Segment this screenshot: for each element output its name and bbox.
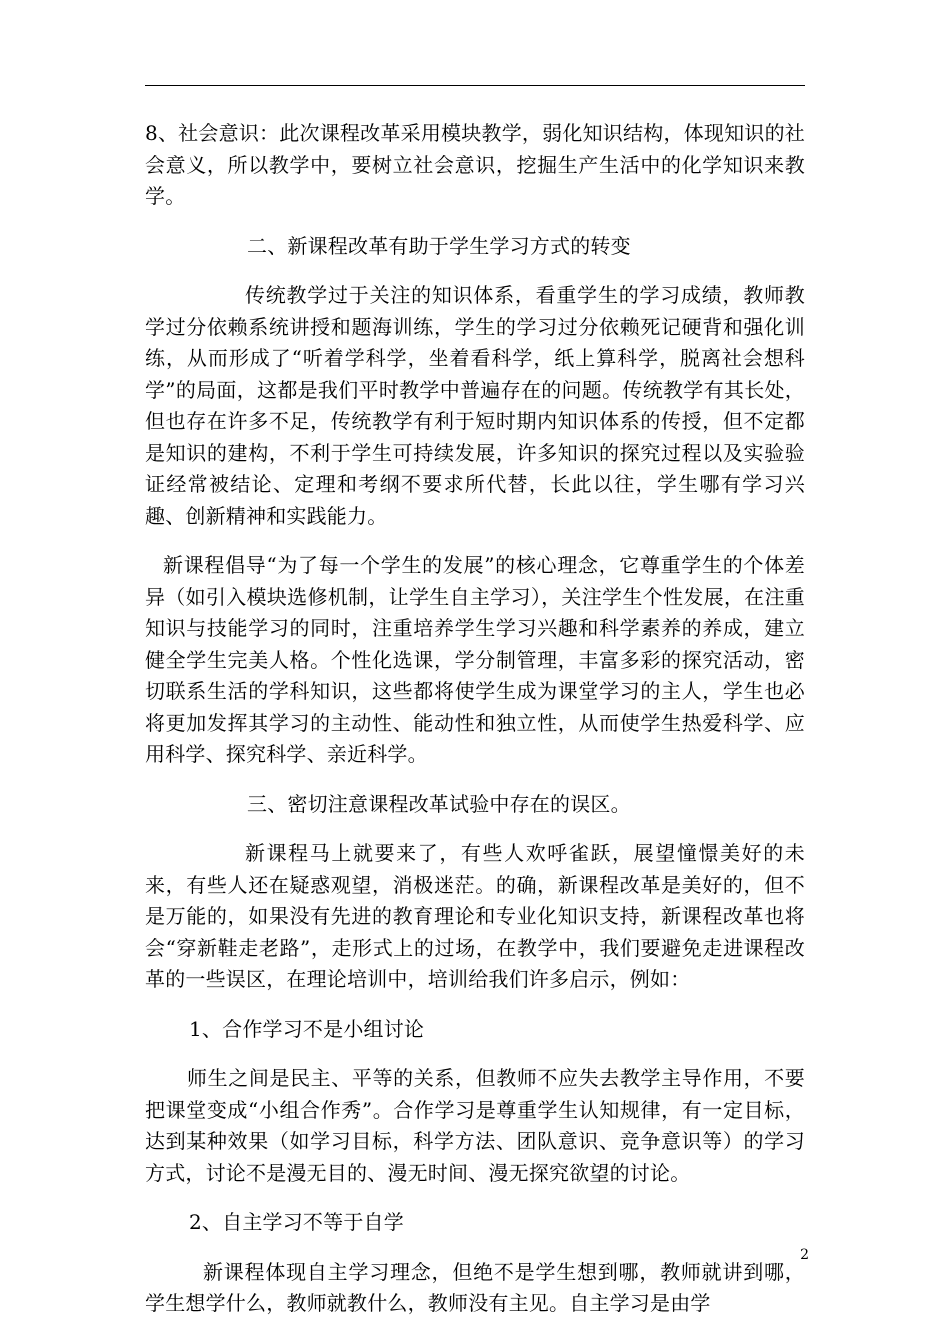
section-heading-2: 二、新课程改革有助于学生学习方式的转变 xyxy=(247,233,631,258)
paragraph-social-awareness: 8、社会意识：此次课程改革采用模块教学，弱化知识结构，体现知识的社会意义，所以教学中，要树立社会意识，挖掘生产生活中的化学知识来教学。 xyxy=(145,121,805,208)
section-heading-3: 三、密切注意课程改革试验中存在的误区。 xyxy=(247,791,631,816)
paragraph-misconceptions: 新课程马上就要来了，有些人欢呼雀跃，展望憧憬美好的未来，有些人还在疑惑观望，消极迷茫。的确，新课程改革是美好的，但不是万能的，如果没有先进的教育理论和专业化知识支持，新课程改革也将会“穿新鞋走老路”，走形式上的过场，在教学中，我们要避免走进课程改革的一些误区，在理论培训中，培训给我们许多启示，例如： xyxy=(145,841,805,991)
page-number: 2 xyxy=(800,1247,809,1263)
paragraph-cooperative-learning: 师生之间是民主、平等的关系，但教师不应失去教学主导作用，不要把课堂变成“小组合作秀”。合作学习是尊重学生认知规律，有一定目标，达到某种效果（如学习目标，科学方法、团队意识、竞争意识等）的学习方式，讨论不是漫无目的、漫无时间、漫无探究欲望的讨论。 xyxy=(145,1066,805,1185)
header-rule xyxy=(145,85,805,86)
list-item-1-heading: 1、合作学习不是小组讨论 xyxy=(189,1016,425,1041)
paragraph-traditional-teaching: 传统教学过于关注的知识体系，看重学生的学习成绩，教师教学过分依赖系统讲授和题海训练，学生的学习过分依赖死记硬背和强化训练，从而形成了“听着学科学，坐着看科学，纸上算科学，脱离社会想科学”的局面，这都是我们平时教学中普遍存在的问题。传统教学有其长处，但也存在许多不足，传统教学有利于短时期内知识体系的传授，但不定都是知识的建构，不利于学生可持续发展，许多知识的探究过程以及实验验证经常被结论、定理和考纲不要求所代替，长此以往，学生哪有学习兴趣、创新精神和实践能力。 xyxy=(145,283,805,528)
list-item-2-heading: 2、自主学习不等于自学 xyxy=(189,1210,404,1234)
paragraph-autonomous-learning: 新课程体现自主学习理念，但绝不是学生想到哪，教师就讲到哪，学生想学什么，教师就教什么，教师没有主见。自主学习是由学 xyxy=(145,1259,805,1315)
paragraph-new-curriculum: 新课程倡导“为了每一个学生的发展”的核心理念，它尊重学生的个体差异（如引入模块选修机制，让学生自主学习），关注学生个性发展，在注重知识与技能学习的同时，注重培养学生学习兴趣和科学素养的养成，建立健全学生完美人格。个性化选课，学分制管理，丰富多彩的探究活动，密切联系生活的学科知识，这些都将使学生成为课堂学习的主人，学生也必将更加发挥其学习的主动性、能动性和独立性，从而使学生热爱科学、应用科学、探究科学、亲近科学。 xyxy=(145,553,805,766)
document-body xyxy=(145,118,805,1320)
